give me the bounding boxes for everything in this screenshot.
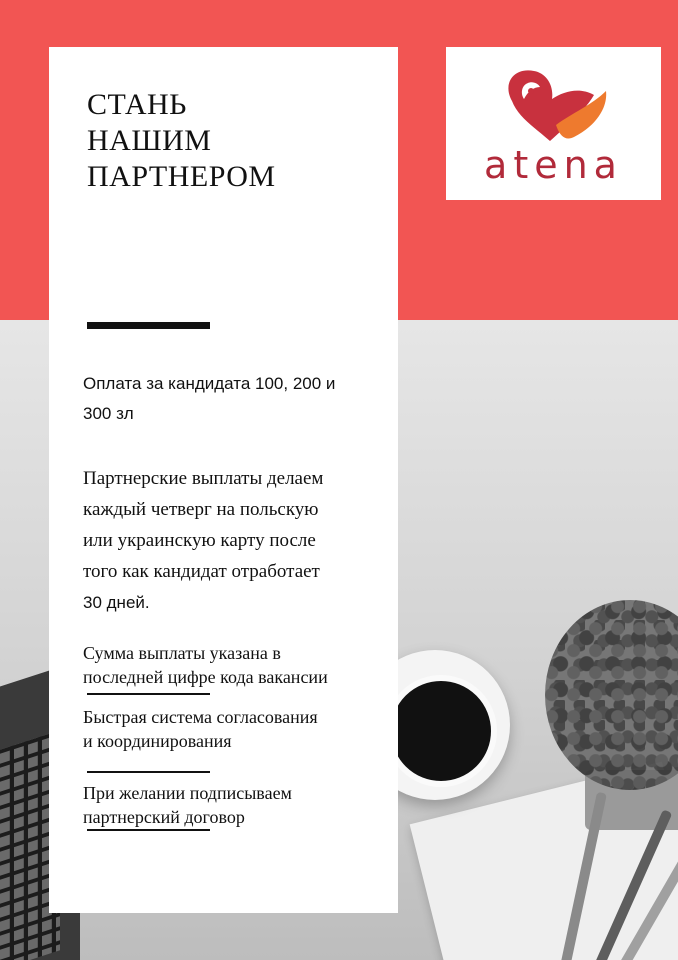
item3-line-2: партнерский договор (83, 807, 245, 827)
item2-line-2: и координирования (83, 731, 232, 751)
page-title (87, 87, 276, 195)
item-divider (87, 829, 210, 831)
item1-line-2: последней цифре кода вакансии (83, 667, 328, 687)
logo-wordmark: atena (484, 143, 623, 187)
list-item (83, 705, 383, 753)
p1-line-1: Оплата за кандидата 100, 200 и (83, 374, 336, 393)
p2-line-5: 30 дней. (83, 593, 150, 612)
item3-line-1: При желании подписываем (83, 783, 292, 803)
content-card (49, 47, 398, 913)
title-line-2: НАШИМ (87, 124, 212, 157)
item2-line-1: Быстрая система согласования (83, 707, 318, 727)
p1-line-2: 300 зл (83, 404, 134, 423)
coffee-cup-shape (385, 675, 497, 787)
p2-line-4: того как кандидат отработает (83, 561, 320, 582)
item-divider (87, 693, 210, 695)
list-item (83, 641, 383, 689)
brand-logo (446, 47, 661, 200)
item1-line-1: Сумма выплаты указана в (83, 643, 281, 663)
title-divider (87, 322, 210, 329)
payout-schedule-paragraph (83, 463, 383, 618)
p2-line-1: Партнерские выплаты делаем (83, 468, 324, 489)
list-item (83, 781, 383, 829)
title-line-3: ПАРТНЕРОМ (87, 160, 276, 193)
p2-line-3: или украинскую карту после (83, 530, 316, 551)
heart-bird-logo-icon (494, 61, 614, 151)
p2-line-2: каждый четверг на польскую (83, 499, 319, 520)
payment-amount-paragraph (83, 369, 383, 429)
item-divider (87, 771, 210, 773)
title-line-1: СТАНЬ (87, 88, 187, 121)
plant-shape (545, 600, 678, 790)
